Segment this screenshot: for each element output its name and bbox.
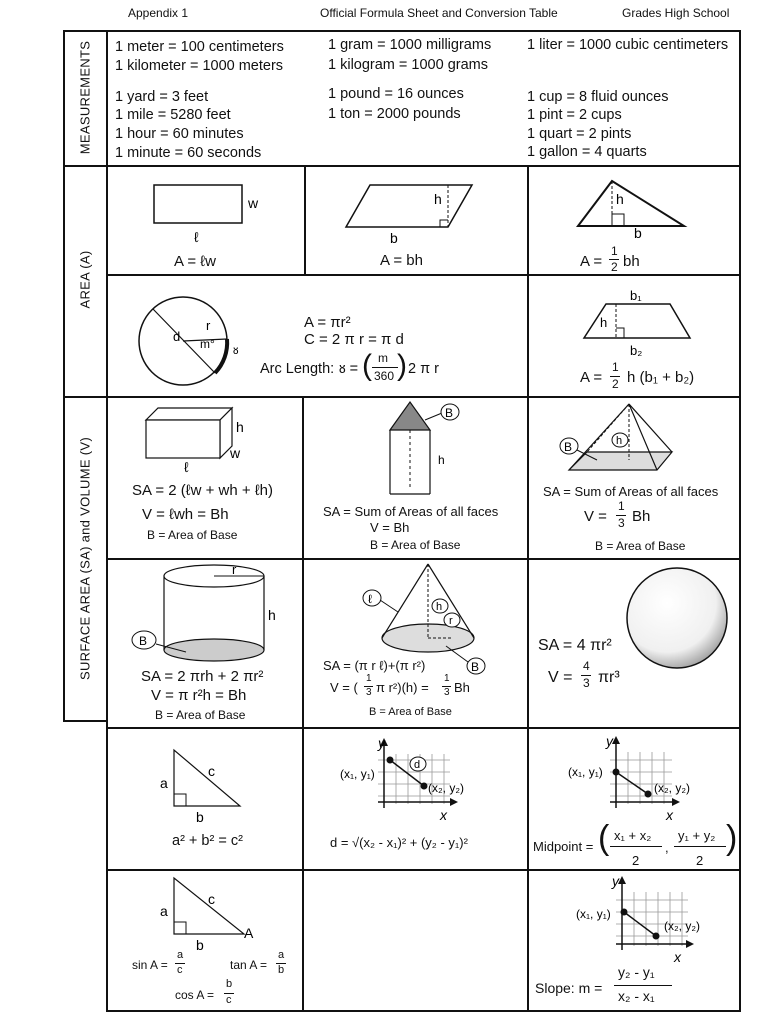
formula-prefix: Arc Length:: [260, 361, 335, 377]
trig-A-label: A: [244, 925, 254, 941]
paren-left: (: [598, 819, 610, 857]
parallelogram-b-label: b: [390, 230, 398, 246]
slope-y-label: y: [612, 873, 619, 889]
fraction-den: 360: [374, 369, 395, 383]
cone-base-note: B = Area of Base: [369, 706, 452, 718]
prism-l-label: ℓ: [184, 459, 189, 475]
formula-prefix: V =: [548, 669, 573, 686]
formula-suffix: Bh: [454, 680, 470, 695]
prism-v-formula: V = ℓwh = Bh: [142, 506, 229, 523]
divider-area-col1: [304, 165, 306, 276]
formula-suffix: Bh: [632, 508, 651, 525]
formula-prefix: cos A =: [175, 988, 215, 1002]
trapezoid-figure: [578, 286, 698, 364]
divider-area-row: [106, 274, 741, 276]
rectangle-w-label: w: [248, 195, 259, 211]
triangle-b-label: b: [634, 225, 642, 241]
fraction-num: a: [177, 949, 184, 961]
formula-prefix: sin A =: [132, 958, 168, 972]
formula-prefix: tan A =: [230, 958, 268, 972]
conversion-item: 1 ton = 2000 pounds: [328, 106, 461, 122]
midpoint-p1-label: (x₁, y₁): [568, 765, 603, 779]
cone-sa-formula: SA = (π r ℓ)+(π r²): [323, 658, 426, 673]
divider-lower-col1: [302, 396, 304, 1012]
pyramid-base-note: B = Area of Base: [595, 539, 686, 553]
trapezoid-b2-label: b₂: [630, 343, 643, 358]
divider-area: [63, 396, 741, 398]
conversion-item: 1 hour = 60 minutes: [115, 126, 244, 142]
header-right: Grades High School: [622, 6, 730, 20]
trapezoid-h-label: h: [600, 315, 608, 330]
conversion-item: 1 gram = 1000 milligrams: [328, 37, 492, 53]
circle-circumference-formula: C = 2 π r = π d: [304, 331, 404, 348]
formula-prefix: A =: [580, 253, 603, 270]
fraction-num: a: [278, 949, 285, 961]
distance-p1-label: (x₁, y₁): [340, 767, 375, 781]
cylinder-sa-formula: SA = 2 πrh + 2 πr²: [141, 668, 264, 685]
cylinder-h-label: h: [268, 607, 276, 623]
triangular-prism-sa-formula: SA = Sum of Areas of all faces: [323, 504, 499, 519]
fraction-den: 2: [632, 853, 640, 868]
formula-prefix: A =: [580, 369, 603, 386]
sphere-figure: [622, 566, 732, 670]
distance-figure: [340, 734, 480, 824]
prism-base-note: B = Area of Base: [147, 528, 238, 542]
parallelogram-h-label: h: [434, 191, 442, 207]
cylinder-figure: [128, 562, 288, 666]
circle-r-label: r: [206, 318, 211, 333]
fraction-den: c: [177, 964, 183, 976]
midpoint-figure: [568, 732, 708, 826]
fraction-bar: [610, 846, 662, 847]
fraction-den: b: [278, 964, 285, 976]
rectangle-formula: A = ℓw: [174, 253, 216, 270]
arc-symbol: ᴕ =: [339, 361, 359, 377]
fraction-den: 2: [696, 853, 704, 868]
slope-x-label: x: [674, 949, 681, 965]
rectangle-figure: [150, 180, 259, 245]
trig-figure: [156, 872, 266, 952]
distance-x-label: x: [440, 807, 447, 823]
fraction-den: 2: [611, 260, 618, 274]
triangular-prism-base-note: B = Area of Base: [370, 538, 461, 552]
fraction-bar: [614, 985, 672, 986]
header-left: Appendix 1: [128, 6, 189, 20]
cylinder-r-label: r: [232, 562, 237, 577]
formula-suffix: bh: [623, 253, 640, 270]
divider-solids-row: [106, 558, 741, 560]
divider-coordinate-row: [106, 869, 741, 871]
header-center: Official Formula Sheet and Conversion Table: [320, 6, 558, 20]
fraction-num: y₁ + y₂: [678, 828, 716, 843]
fraction-den: 3: [444, 687, 450, 698]
midpoint-y-label: y: [606, 733, 613, 749]
pyramid-sa-formula: SA = Sum of Areas of all faces: [543, 484, 719, 499]
formula-suffix: h (b₁ + b₂): [627, 369, 695, 386]
parallelogram-formula: A = bh: [380, 252, 423, 269]
sphere-sa-formula: SA = 4 πr²: [538, 637, 612, 654]
conversion-item: 1 kilometer = 1000 meters: [115, 58, 284, 74]
prism-sa-formula: SA = 2 (ℓw + wh + ℓh): [132, 482, 274, 499]
fraction-den: x₂ - x₁: [618, 988, 655, 1004]
formula-prefix: V =: [584, 508, 607, 525]
circle-area-formula: A = πr²: [304, 314, 351, 331]
pyramid-b-label: B: [564, 440, 573, 454]
section-label-measurements: MEASUREMENTS: [77, 40, 93, 155]
fraction-den: 3: [583, 676, 590, 690]
conversion-item: 1 mile = 5280 feet: [115, 107, 231, 123]
paren-right: ): [726, 819, 738, 857]
trig-c-label: c: [208, 891, 215, 907]
conversion-item: 1 gallon = 4 quarts: [527, 144, 647, 160]
paren-left: (: [362, 349, 372, 382]
conversion-item: 1 pint = 2 cups: [527, 107, 622, 123]
triangular-prism-b-label: B: [445, 406, 454, 420]
cone-l-label: ℓ: [368, 592, 372, 606]
fraction-bar: [372, 367, 398, 368]
circle-arc-label: ᴕ: [233, 343, 239, 357]
cone-r-label: r: [449, 615, 453, 627]
divider-lower-col2: [527, 396, 529, 1012]
conversion-item: 1 cup = 8 fluid ounces: [527, 89, 669, 105]
distance-formula: d = √(x₂ - x₁)² + (y₂ - y₁)²: [330, 835, 468, 850]
distance-d-label: d: [414, 759, 421, 771]
parallelogram-figure: [340, 180, 490, 250]
formula-middle: π r²)(h) =: [376, 680, 429, 695]
fraction-num: 4: [583, 659, 590, 673]
trig-b-label: b: [196, 937, 204, 953]
formula-suffix: πr³: [598, 669, 620, 686]
fraction-num: y₂ - y₁: [618, 964, 655, 980]
fraction-den: 2: [612, 377, 619, 391]
distance-p2-label: (x₂, y₂): [428, 781, 464, 795]
divider-measurements: [63, 165, 741, 167]
formula-prefix: V = (: [330, 680, 358, 695]
divider-area-col2: [527, 165, 529, 397]
circle-figure: [138, 296, 248, 388]
fraction-num: x₁ + x₂: [614, 828, 652, 843]
triangle-h-label: h: [616, 191, 624, 207]
trapezoid-b1-label: b₁: [630, 288, 642, 303]
slope-p2-label: (x₂, y₂): [664, 919, 700, 933]
conversion-item: 1 kilogram = 1000 grams: [328, 57, 488, 73]
circle-m-label: m°: [200, 337, 215, 351]
conversion-item: 1 pound = 16 ounces: [328, 86, 464, 102]
fraction-num: 1: [612, 360, 619, 374]
conversion-item: 1 liter = 1000 cubic centimeters: [527, 37, 729, 53]
conversion-item: 1 minute = 60 seconds: [115, 145, 262, 161]
fraction-num: b: [226, 978, 233, 990]
pythagorean-a-label: a: [160, 775, 168, 791]
formula-suffix: 2 π r: [408, 361, 439, 377]
triangle-figure: [572, 176, 692, 241]
pythagorean-b-label: b: [196, 809, 204, 825]
cylinder-base-note: B = Area of Base: [155, 708, 246, 722]
circle-d-label: d: [173, 329, 181, 344]
triangular-prism-figure: [380, 400, 470, 498]
cone-h-label: h: [436, 601, 443, 613]
cone-b-label: B: [471, 660, 480, 674]
slope-figure: [574, 872, 714, 966]
trig-a-label: a: [160, 903, 168, 919]
cylinder-v-formula: V = π r²h = Bh: [151, 687, 247, 704]
triangular-prism-h-label: h: [438, 453, 445, 467]
fraction-sep: ,: [665, 840, 669, 855]
prism-h-label: h: [236, 419, 244, 435]
midpoint-p2-label: (x₂, y₂): [654, 781, 690, 795]
rectangle-l-label: ℓ: [194, 229, 199, 245]
conversion-item: 1 meter = 100 centimeters: [115, 39, 284, 55]
triangular-prism-v-formula: V = Bh: [370, 520, 410, 535]
fraction-num: 1: [611, 244, 618, 258]
formula-prefix: Midpoint =: [533, 839, 594, 854]
distance-y-label: y: [378, 735, 385, 751]
midpoint-x-label: x: [666, 807, 673, 823]
cylinder-b-label: B: [139, 634, 148, 648]
pyramid-figure: [557, 402, 692, 474]
section-label-sa-volume: SURFACE AREA (SA) and VOLUME (V): [77, 437, 93, 680]
section-label-area: AREA (A): [77, 250, 93, 309]
fraction-num: 1: [618, 499, 625, 513]
prism-w-label: w: [230, 445, 241, 461]
pythagorean-c-label: c: [208, 763, 215, 779]
formula-prefix: Slope: m =: [535, 980, 603, 996]
fraction-num: 1: [366, 673, 372, 684]
fraction-den: 3: [618, 516, 625, 530]
fraction-den: 3: [366, 687, 372, 698]
fraction-den: c: [226, 994, 232, 1006]
pyramid-h-label: h: [616, 435, 623, 447]
divider-solids: [106, 727, 741, 729]
conversion-item: 1 quart = 2 pints: [527, 126, 632, 142]
fraction-bar: [674, 846, 726, 847]
slope-p1-label: (x₁, y₁): [576, 907, 611, 921]
fraction-num: m: [378, 351, 388, 365]
paren-right: ): [397, 349, 407, 382]
pythagorean-formula: a² + b² = c²: [172, 833, 243, 849]
fraction-num: 1: [444, 673, 450, 684]
conversion-item: 1 yard = 3 feet: [115, 89, 209, 105]
prism-figure: [140, 402, 260, 474]
pythagorean-figure: [156, 746, 256, 826]
